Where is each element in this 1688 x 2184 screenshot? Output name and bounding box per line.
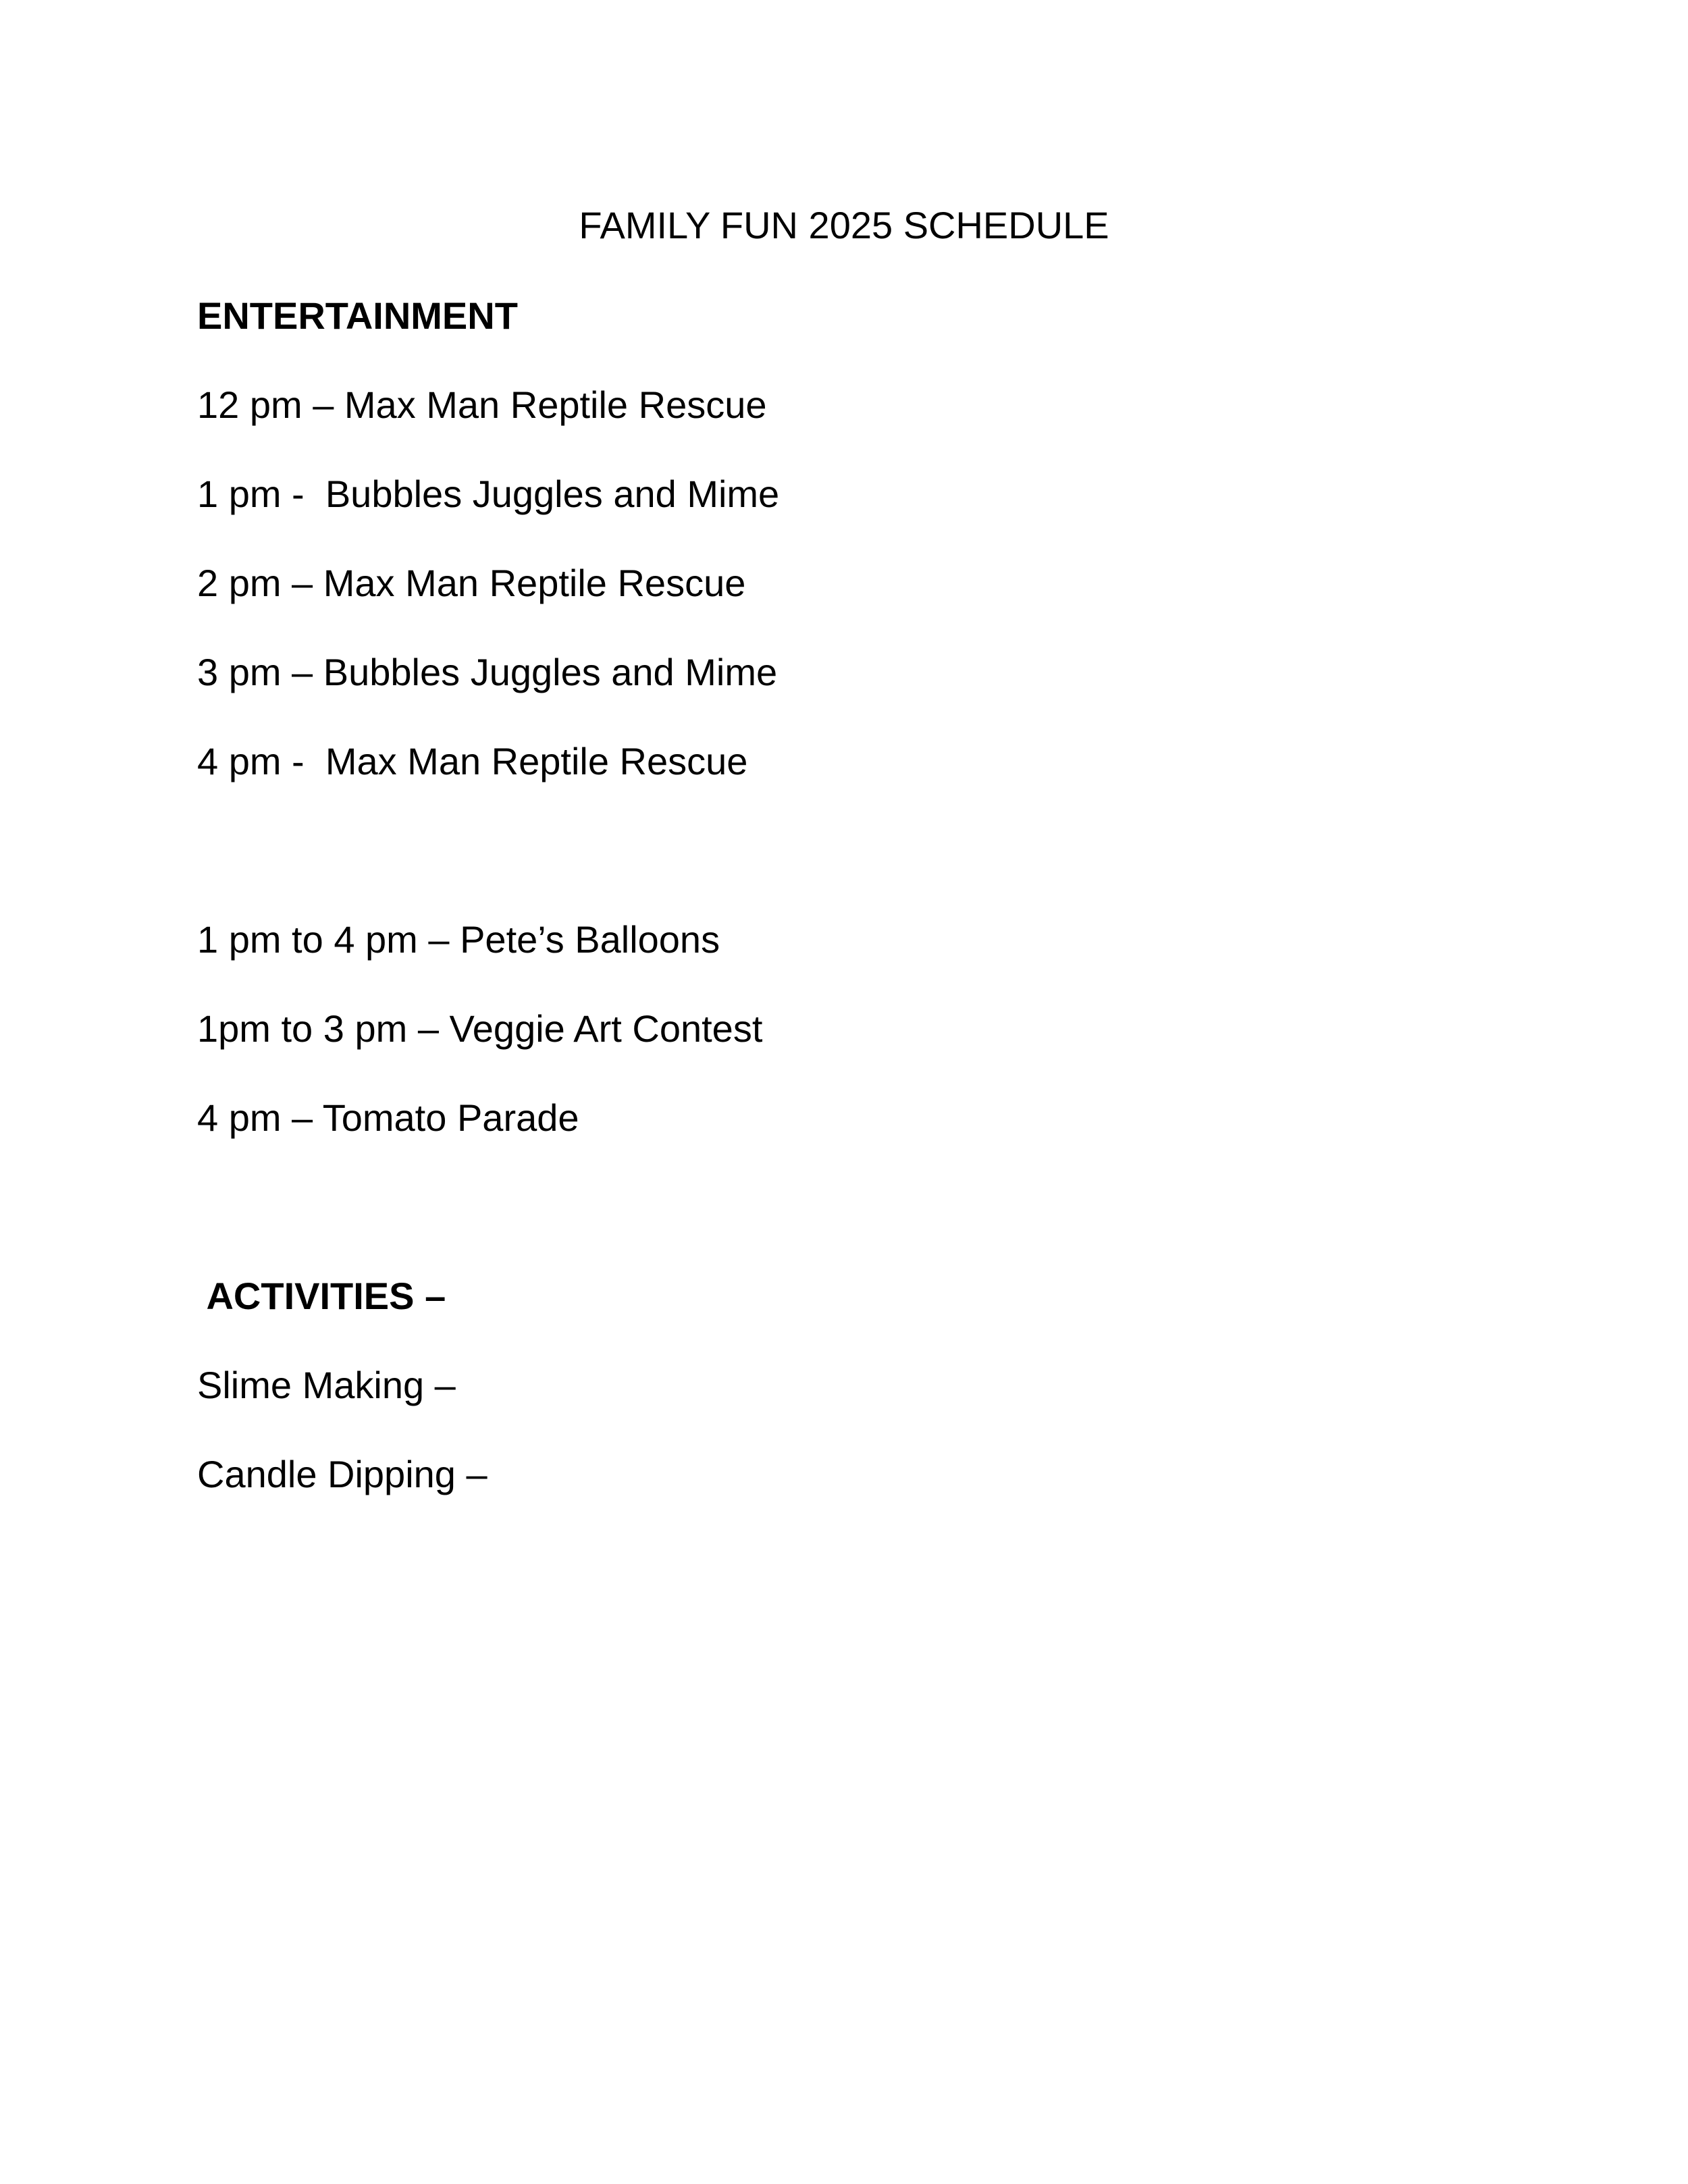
event-item: 1pm to 3 pm – Veggie Art Contest [197, 1007, 763, 1050]
entertainment-item: 4 pm - Max Man Reptile Rescue [197, 740, 748, 782]
event-item: 4 pm – Tomato Parade [197, 1096, 579, 1139]
entertainment-item: 1 pm - Bubbles Juggles and Mime [197, 473, 780, 515]
activity-item: Candle Dipping – [197, 1453, 487, 1495]
page-title: FAMILY FUN 2025 SCHEDULE [579, 204, 1109, 246]
entertainment-item: 2 pm – Max Man Reptile Rescue [197, 562, 746, 604]
event-item: 1 pm to 4 pm – Pete’s Balloons [197, 918, 720, 961]
entertainment-heading: ENTERTAINMENT [197, 294, 518, 337]
activity-item: Slime Making – [197, 1364, 456, 1406]
entertainment-item: 12 pm – Max Man Reptile Rescue [197, 383, 767, 426]
entertainment-item: 3 pm – Bubbles Juggles and Mime [197, 651, 778, 693]
activities-heading: ACTIVITIES – [197, 1275, 446, 1317]
